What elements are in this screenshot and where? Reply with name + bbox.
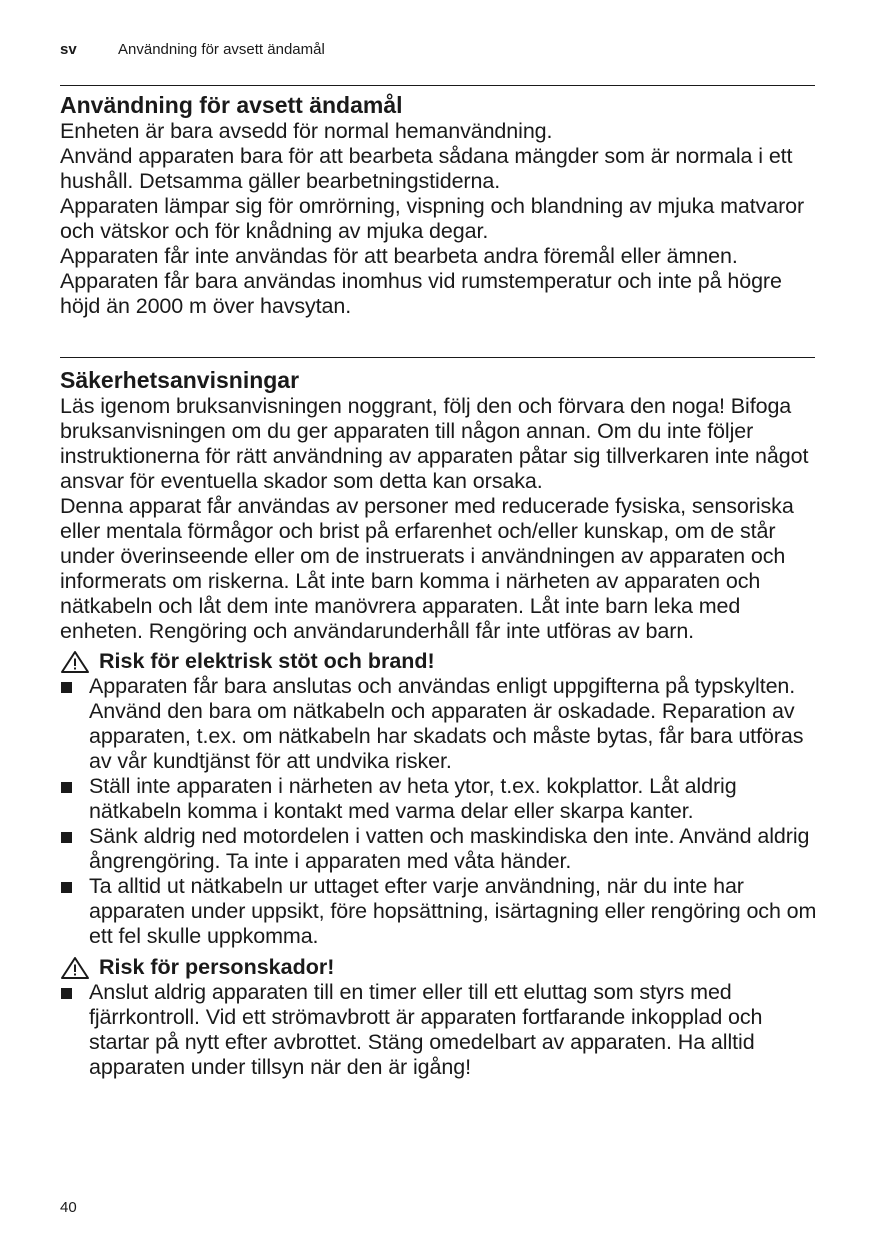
warning-title: Risk för elektrisk stöt och brand!	[99, 649, 435, 673]
list-item: Apparaten får bara anslutas och användas enligt uppgifterna på typskylten. Använd den bara om nätkabeln och apparaten är oskadade. Reparation av apparaten, t.ex. om nätkabeln har skadats och måste bytas, får bara utföras av vår kundtjänst för att undvika risker.	[60, 674, 820, 774]
paragraph: Apparaten får bara användas inomhus vid rumstemperatur och inte på högre höjd än 2000 m över havsytan.	[60, 269, 782, 318]
section-title-safety: Säkerhetsanvisningar	[60, 367, 300, 393]
paragraph: Denna apparat får användas av personer med reducerade fysiska, sensoriska eller mentala förmågor och brist på erfarenhet och/eller kunskap, om de står under överinseende eller om de instruerats i användningen av apparaten och informerats om riskerna. Låt inte barn komma i närheten av apparaten och nätkabeln och låt dem inte manövrera apparaten. Låt inte barn leka med enheten. Rengöring och användarunderhåll får inte utföras av barn.	[60, 494, 794, 643]
warning-heading-injury	[60, 955, 820, 980]
paragraph: Apparaten får inte användas för att bearbeta andra föremål eller ämnen.	[60, 244, 738, 268]
list-item: Ta alltid ut nätkabeln ur uttaget efter varje användning, när du inte har apparaten under uppsikt, före hopsättning, isärtagning eller rengöring och om ett fel skulle uppkomma.	[60, 874, 820, 949]
bullet-square-icon	[61, 832, 72, 843]
language-code: sv	[60, 41, 77, 58]
section-divider	[60, 357, 815, 358]
warning-heading-electric	[60, 649, 820, 674]
bullet-square-icon	[61, 988, 72, 999]
paragraph: Använd apparaten bara för att bearbeta sådana mängder som är normala i ett hushåll. Detsamma gäller bearbetningstiderna.	[60, 144, 793, 193]
warning-triangle-icon	[60, 650, 90, 674]
list-item: Sänk aldrig ned motordelen i vatten och maskindiska den inte. Använd aldrig ångrengöring. Ta inte i apparaten med våta händer.	[60, 824, 820, 874]
warning-title: Risk för personskador!	[99, 955, 335, 979]
warning-list-injury	[60, 980, 820, 1080]
header-divider	[60, 85, 815, 86]
section-title-intended-use: Användning för avsett ändamål	[60, 92, 403, 118]
bullet-square-icon	[61, 882, 72, 893]
warning-list-electric	[60, 674, 820, 949]
paragraph: Apparaten lämpar sig för omrörning, vispning och blandning av mjuka matvaror och vätskor och för knådning av mjuka degar.	[60, 194, 805, 243]
list-item: Ställ inte apparaten i närheten av heta ytor, t.ex. kokplattor. Låt aldrig nätkabeln komma i kontakt med varma delar eller skarpa kanter.	[60, 774, 820, 824]
paragraph: Läs igenom bruksanvisningen noggrant, följ den och förvara den noga! Bifoga bruksanvisningen om du ger apparaten till någon annan. Om du inte följer instruktionerna för rätt användning av apparaten påtar sig tillverkaren inte något ansvar för eventuella skador som detta kan orsaka.	[60, 394, 809, 493]
paragraph: Enheten är bara avsedd för normal hemanvändning.	[60, 119, 553, 143]
page-number: 40	[60, 1199, 77, 1216]
bullet-square-icon	[61, 782, 72, 793]
bullet-square-icon	[61, 682, 72, 693]
section-safety	[60, 366, 820, 1080]
list-item: Anslut aldrig apparaten till en timer eller till ett eluttag som styrs med fjärrkontroll. Vid ett strömavbrott är apparaten fortfarande inkopplad och startar på nytt efter avbrottet. Stäng omedelbart av apparaten. Ha alltid apparaten under tillsyn när den är igång!	[60, 980, 820, 1080]
running-header-title: Användning för avsett ändamål	[118, 41, 325, 58]
warning-triangle-icon	[60, 956, 90, 980]
running-header	[60, 40, 815, 60]
section-intended-use	[60, 91, 820, 319]
